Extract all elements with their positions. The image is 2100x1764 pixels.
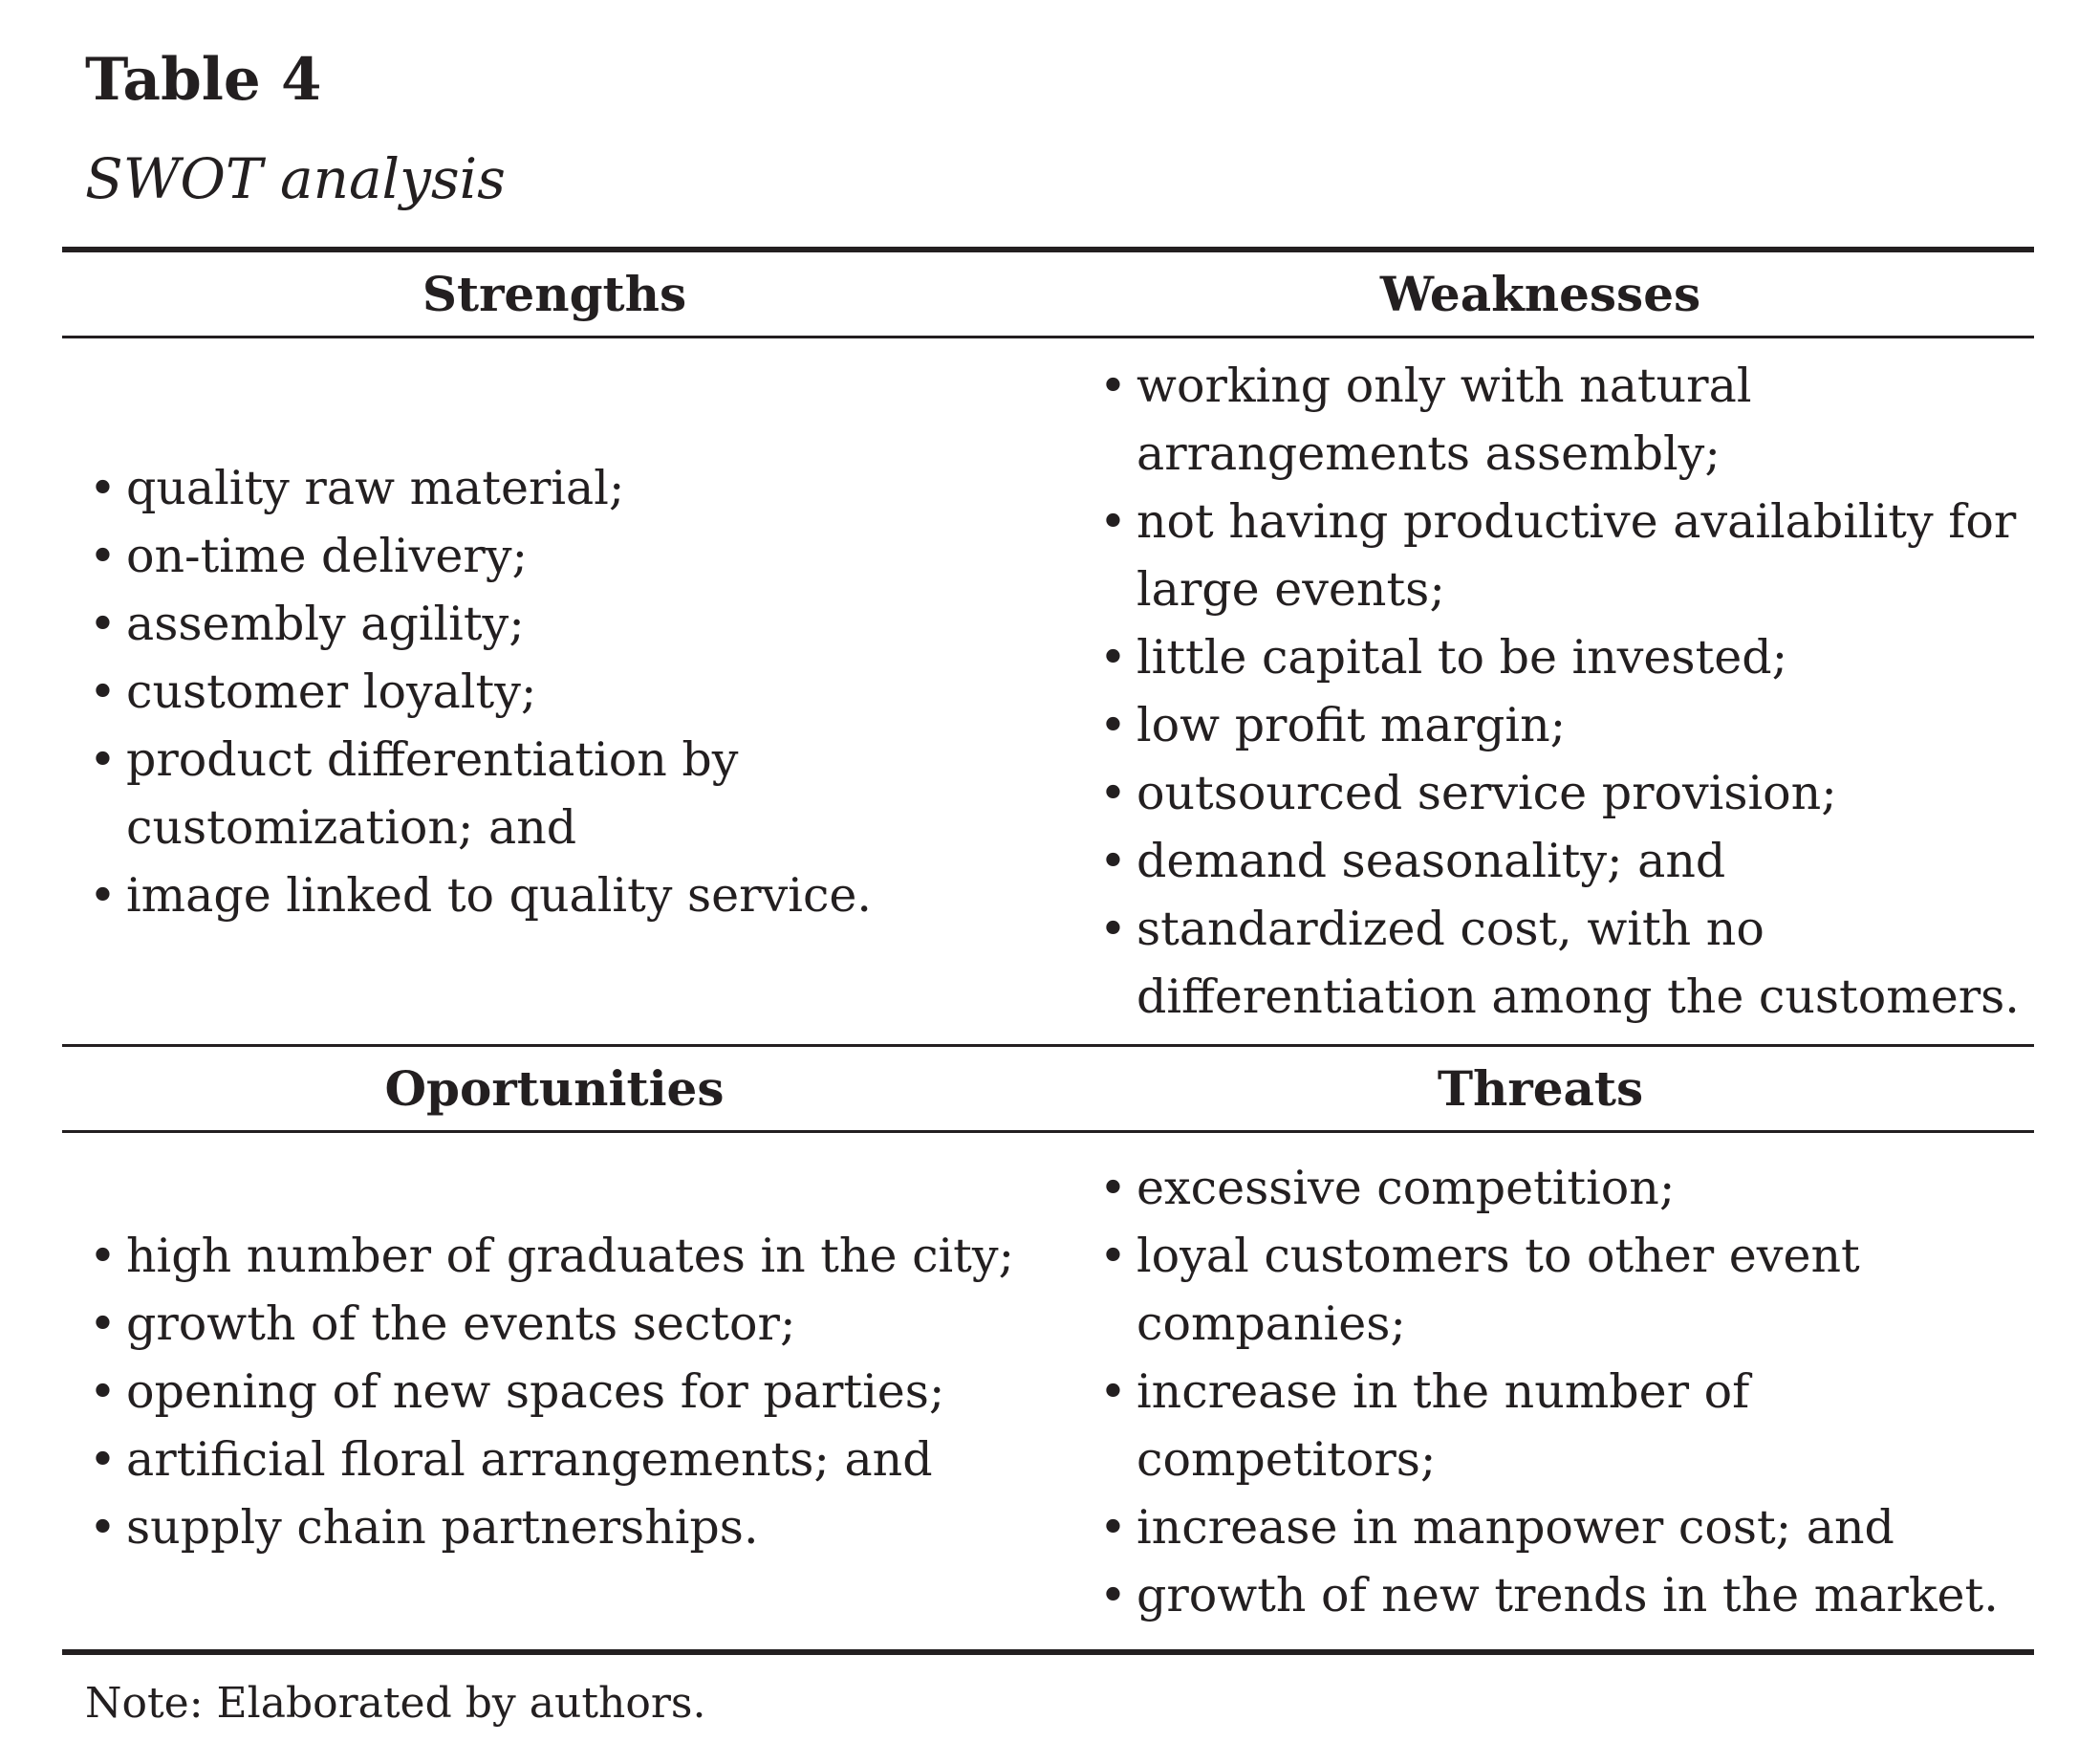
opportunities-list: [89, 1222, 1014, 1561]
threat-item-text: competitors;: [1137, 1431, 1437, 1487]
weakness-item-text: differentiation among the customers.: [1137, 969, 2020, 1024]
threat-item: [1099, 1222, 1999, 1358]
bullet-icon: •: [1099, 1499, 1127, 1555]
strength-item-text: image linked to quality service.: [126, 867, 872, 923]
weakness-item-text: arrangements assembly;: [1137, 426, 1721, 481]
strength-item: [89, 658, 872, 726]
bullet-icon: •: [89, 1431, 117, 1487]
opportunity-item-text: supply chain partnerships.: [126, 1499, 759, 1555]
strength-item: [89, 522, 872, 590]
bullet-icon: •: [89, 1499, 117, 1555]
opportunity-item-text: high number of graduates in the city;: [126, 1228, 1015, 1283]
bullet-icon: •: [1099, 902, 1127, 956]
threat-item-text: loyal customers to other event: [1137, 1228, 1860, 1283]
threats-header: Threats: [1047, 1047, 2034, 1133]
bullet-icon: •: [89, 664, 117, 719]
weakness-item-text: little capital to be invested;: [1137, 630, 1788, 685]
strength-item: [89, 454, 872, 522]
bullet-icon: •: [1099, 1228, 1127, 1283]
table-note: Note: Elaborated by authors.: [85, 1679, 706, 1728]
weakness-item: [1099, 691, 2020, 759]
bullet-icon: •: [1099, 494, 1127, 549]
strength-item-text: assembly agility;: [126, 596, 525, 651]
bullet-icon: •: [1099, 359, 1127, 413]
threat-item-text: companies;: [1137, 1296, 1406, 1351]
strength-item: [89, 590, 872, 658]
threats-cell: [1047, 1133, 2034, 1649]
bullet-icon: •: [1099, 834, 1127, 888]
bullet-icon: •: [89, 460, 117, 515]
weakness-item-text: outsourced service provision;: [1137, 766, 1837, 820]
strength-item-text: quality raw material;: [126, 460, 625, 515]
strengths-cell: [62, 338, 1047, 1047]
strength-item: [89, 726, 872, 861]
weaknesses-list: [1099, 352, 2020, 1031]
opportunity-item: [89, 1493, 1014, 1561]
bullet-icon: •: [1099, 766, 1127, 820]
threat-item: [1099, 1154, 1999, 1222]
opportunity-item: [89, 1426, 1014, 1493]
strength-item-text: on-time delivery;: [126, 528, 529, 583]
strengths-list: [89, 454, 872, 929]
weakness-item: [1099, 827, 2020, 895]
weaknesses-cell: [1047, 338, 2034, 1047]
bullet-icon: •: [1099, 1567, 1127, 1622]
opportunities-cell: [62, 1133, 1047, 1649]
weakness-item-text: not having productive availability for: [1137, 494, 2017, 549]
bullet-icon: •: [89, 867, 117, 923]
weakness-item: [1099, 623, 2020, 691]
bullet-icon: •: [89, 1296, 117, 1351]
weakness-item-text: low profit margin;: [1137, 698, 1567, 752]
bullet-icon: •: [89, 731, 117, 787]
weakness-item: [1099, 352, 2020, 488]
weakness-item: [1099, 488, 2020, 623]
threat-item-text: growth of new trends in the market.: [1137, 1567, 1999, 1622]
strength-item-text: customer loyalty;: [126, 664, 537, 719]
bullet-icon: •: [1099, 630, 1127, 685]
bullet-icon: •: [89, 1228, 117, 1283]
weakness-item-text: demand seasonality; and: [1137, 834, 1726, 888]
strength-item-text: product differentiation by: [126, 731, 739, 787]
threats-list: [1099, 1154, 1999, 1629]
opportunity-item-text: opening of new spaces for parties;: [126, 1363, 945, 1419]
strength-item-text: customization; and: [126, 799, 577, 855]
threat-item: [1099, 1561, 1999, 1629]
weakness-item: [1099, 759, 2020, 827]
opportunities-header: Oportunities: [62, 1047, 1047, 1133]
bullet-icon: •: [89, 596, 117, 651]
bullet-icon: •: [89, 1363, 117, 1419]
weakness-item-text: standardized cost, with no: [1137, 902, 1764, 956]
opportunity-item-text: artificial floral arrangements; and: [126, 1431, 933, 1487]
opportunity-item: [89, 1358, 1014, 1426]
strengths-header: Strengths: [62, 252, 1047, 338]
threat-item-text: excessive competition;: [1137, 1160, 1676, 1215]
weakness-item: [1099, 895, 2020, 1031]
weakness-item-text: working only with natural: [1137, 359, 1752, 413]
strength-item: [89, 861, 872, 929]
bullet-icon: •: [1099, 698, 1127, 752]
threat-item-text: increase in manpower cost; and: [1137, 1499, 1894, 1555]
weaknesses-header: Weaknesses: [1047, 252, 2034, 338]
opportunity-item-text: growth of the events sector;: [126, 1296, 796, 1351]
weakness-item-text: large events;: [1137, 562, 1445, 617]
bullet-icon: •: [89, 528, 117, 583]
threat-item: [1099, 1358, 1999, 1493]
threat-item-text: increase in the number of: [1137, 1363, 1750, 1419]
threat-item: [1099, 1493, 1999, 1561]
opportunity-item: [89, 1290, 1014, 1358]
swot-table: [62, 247, 2034, 1655]
bullet-icon: •: [1099, 1160, 1127, 1215]
opportunity-item: [89, 1222, 1014, 1290]
table-title: Table 4: [85, 46, 322, 114]
bullet-icon: •: [1099, 1363, 1127, 1419]
table-subtitle: SWOT analysis: [85, 146, 506, 211]
